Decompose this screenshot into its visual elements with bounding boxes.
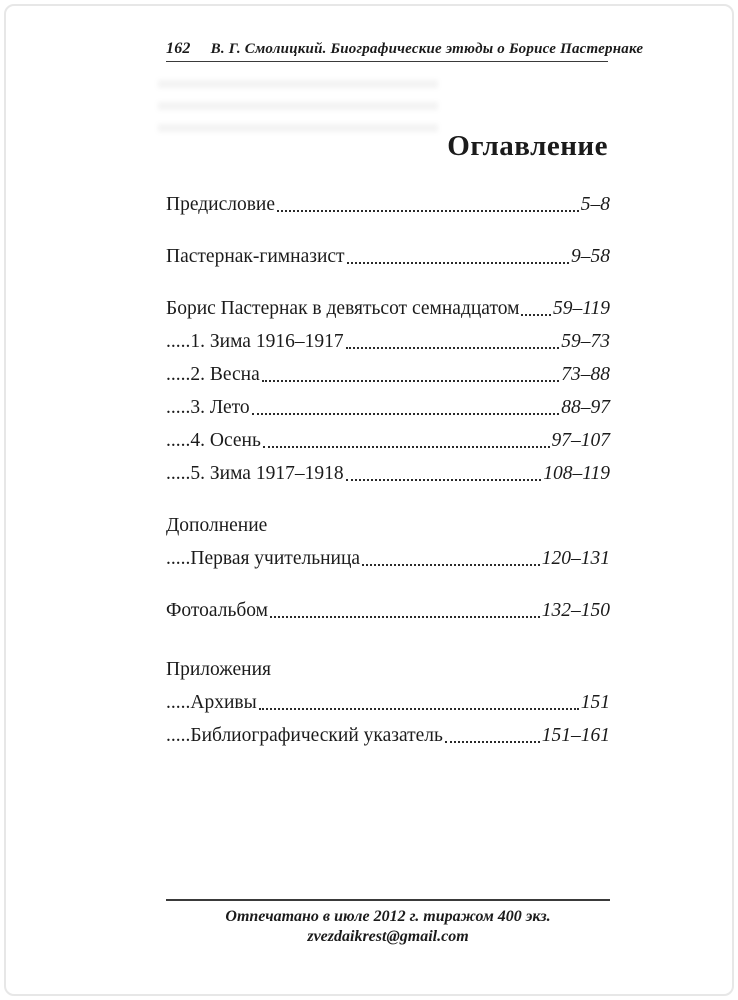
toc-entry-label: .....Первая учительница xyxy=(166,548,361,569)
toc-entry-pages: 108–119 xyxy=(543,463,610,484)
toc-entry-pages: 151 xyxy=(580,692,610,713)
dot-leader xyxy=(268,600,542,622)
dot-leader xyxy=(519,298,553,320)
toc-entry xyxy=(166,430,610,452)
toc-list xyxy=(166,194,610,758)
dot-leader xyxy=(344,463,544,485)
colophon xyxy=(166,899,610,946)
toc-entry-label: Приложения xyxy=(166,659,271,680)
dot-leader xyxy=(360,548,542,570)
toc-entry-label: .....Архивы xyxy=(166,692,257,713)
toc-entry xyxy=(166,725,610,747)
toc-entry xyxy=(166,331,610,353)
toc-entry-label: .....3. Лето xyxy=(166,397,250,418)
toc-entry xyxy=(166,548,610,570)
page-number: 162 xyxy=(166,40,191,57)
toc-section-heading xyxy=(166,659,610,681)
toc-entry-pages: 73–88 xyxy=(561,364,610,385)
print-info: Отпечатано в июле 2012 г. тиражом 400 экз. xyxy=(225,908,551,925)
dot-leader xyxy=(250,397,562,419)
toc-section-heading xyxy=(166,515,610,537)
toc-entry-pages: 97–107 xyxy=(551,430,610,451)
toc-entry-label: Борис Пастернак в девятьсот семнадцатом xyxy=(166,298,520,319)
toc-entry xyxy=(166,246,610,268)
toc-entry-label: .....1. Зима 1916–1917 xyxy=(166,331,344,352)
toc-entry-pages: 88–97 xyxy=(561,397,610,418)
dot-leader xyxy=(257,692,581,714)
contact-email: zvezdaikrest@gmail.com xyxy=(307,928,469,945)
toc-entry-label: Фотоальбом xyxy=(166,600,269,621)
dot-leader xyxy=(260,364,561,386)
toc-entry-pages: 59–119 xyxy=(552,298,610,319)
dot-leader xyxy=(261,430,552,452)
toc-entry-pages: 9–58 xyxy=(571,246,610,267)
toc-entry-pages: 132–150 xyxy=(541,600,610,621)
toc-entry xyxy=(166,692,610,714)
toc-entry xyxy=(166,298,610,320)
toc-entry-pages: 59–73 xyxy=(561,331,610,352)
dot-leader xyxy=(344,331,562,353)
toc-entry-label: Предисловие xyxy=(166,194,276,215)
toc-entry-label: .....Библиографический указатель xyxy=(166,725,443,746)
toc-entry xyxy=(166,194,610,216)
toc-entry-pages: 5–8 xyxy=(580,194,610,215)
page-bleed-through xyxy=(158,80,438,132)
page-frame xyxy=(4,4,734,996)
toc-entry xyxy=(166,600,610,622)
toc-entry-pages: 151–161 xyxy=(541,725,610,746)
dot-leader xyxy=(275,194,581,216)
book-page xyxy=(6,6,732,994)
toc-entry-label: .....5. Зима 1917–1918 xyxy=(166,463,344,484)
running-header xyxy=(166,40,644,62)
toc-entry-label: .....2. Весна xyxy=(166,364,260,385)
dot-leader xyxy=(345,246,571,268)
toc-entry xyxy=(166,463,610,485)
toc-entry-label: .....4. Осень xyxy=(166,430,261,451)
toc-entry xyxy=(166,397,610,419)
dot-leader xyxy=(443,725,542,747)
toc-entry-label: Пастернак-гимназист xyxy=(166,246,345,267)
toc-entry-pages: 120–131 xyxy=(541,548,610,569)
toc-entry xyxy=(166,364,610,386)
toc-entry-label: Дополнение xyxy=(166,515,268,536)
running-title: В. Г. Смолицкий. Биографические этюды о Борисе Пастернаке xyxy=(210,41,644,57)
toc-title: Оглавление xyxy=(447,130,608,162)
